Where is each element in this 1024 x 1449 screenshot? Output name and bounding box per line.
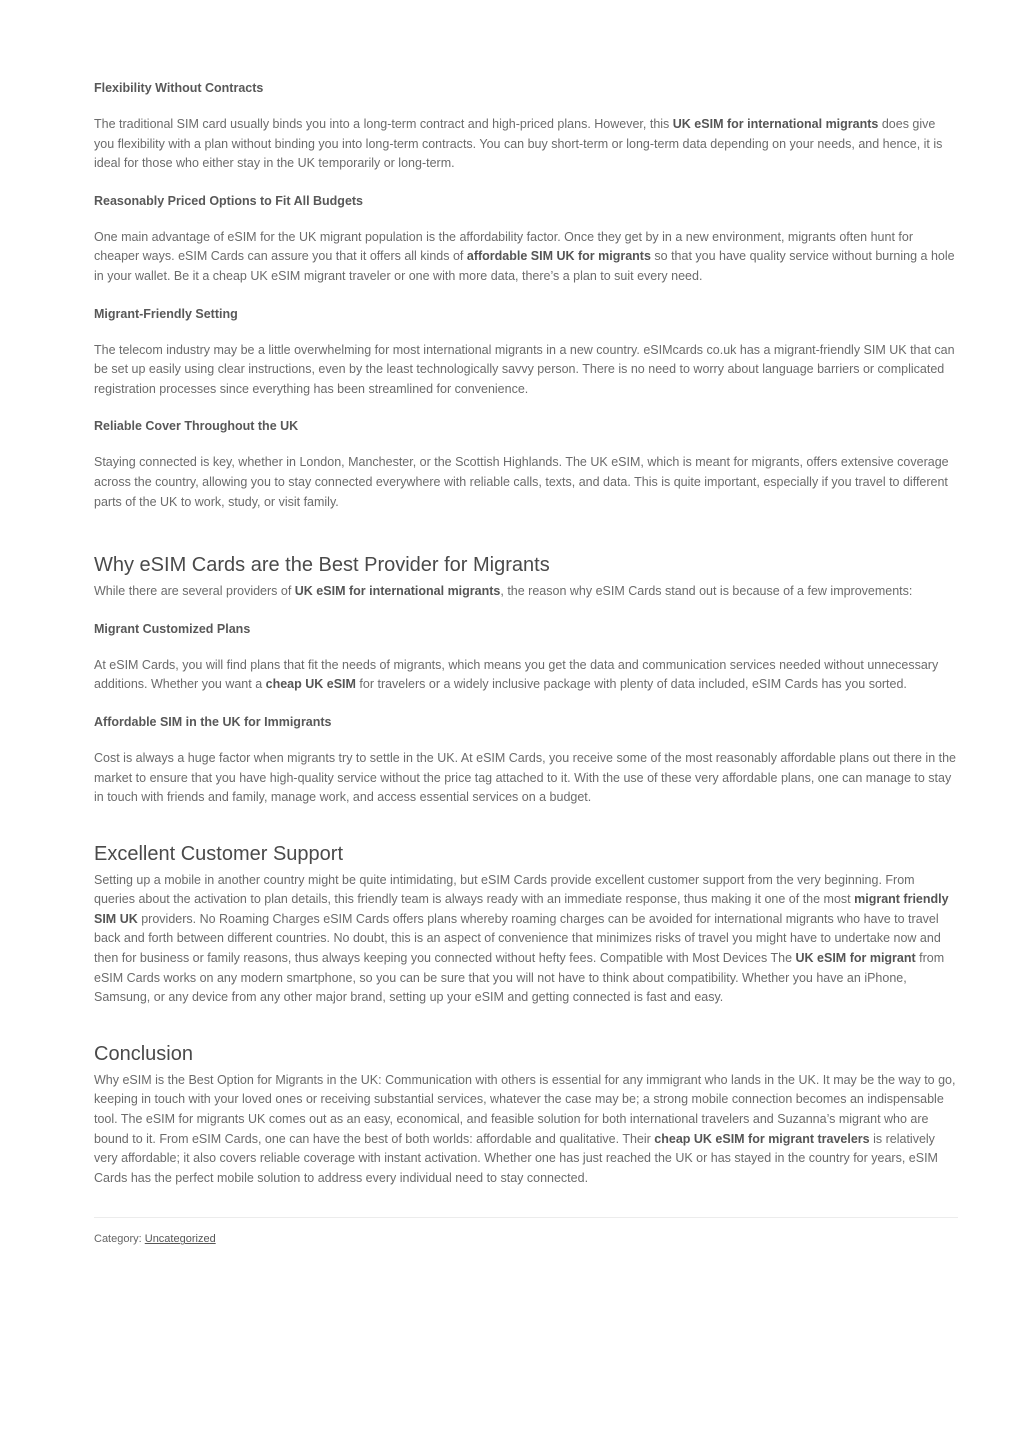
subheading-migrant-friendly: Migrant-Friendly Setting [94,306,238,321]
bold-text: UK eSIM for international migrants [672,117,879,131]
footer-divider [94,1217,958,1218]
subheading-customized-plans: Migrant Customized Plans [94,621,251,636]
text-run: providers. No Roaming Charges eSIM Cards offers plans whereby roaming charges can be avoided for international migrants who have to travel back and forth between different countries. No doubt, this is an aspect of convenience that minimizes risks of travel you might have to undertake now and then for business or family reasons, thus always keeping you connected without hefty fees. Compatible with Most Devices The [94,911,941,966]
article-body [94,0,958,1248]
text-run: Setting up a mobile in another country might be quite intimidating, but eSIM Cards provide excellent customer support from the very beginning. From queries about the activation to plan details, this friendly team is always ready with an immediate response, thus making it one of the most [94,872,915,907]
bold-text: affordable SIM UK for migrants [466,249,651,264]
category-label: Category: [94,1233,145,1246]
text-run: The traditional SIM card usually binds you into a long-term contract and high-priced plans. However, this [94,117,673,131]
text-run: for travelers or a widely inclusive package with plenty of data included, eSIM Cards has you sorted. [355,677,907,692]
bold-text: cheap UK eSIM [265,677,356,692]
paragraph-flexibility [94,115,958,174]
text-run: While there are several providers of [94,584,295,599]
paragraph-conclusion [94,1071,958,1189]
heading-conclusion: Conclusion [94,1042,193,1065]
bold-text: cheap UK eSIM for migrant travelers [654,1131,870,1146]
subheading-affordable-sim: Affordable SIM in the UK for Immigrants [94,714,332,729]
text-run: Why eSIM is the Best Option for Migrants in the UK: Communication with others is essential for any immigrant who lands in the UK. It may be the way to go, keeping in touch with your loved ones or receiving substantial services, whatever the case may be; a strong mobile connection becomes an indispensable tool. The eSIM for migrants UK comes out as an easy, economical, and feasible solution for both international travelers and Suzanna’s migrant who are bound to it. From eSIM Cards, one can have the best of both worlds: affordable and qualitative. Their [94,1072,956,1146]
text-run: from eSIM Cards works on any modern smartphone, so you can be sure that you will not have to think about compatibility. Whether you have an iPhone, Samsung, or any device from any other major brand, setting up your eSIM and getting connected is fast and easy. [94,951,945,1005]
subheading-pricing: Reasonably Priced Options to Fit All Budgets [94,193,364,208]
subheading-flexibility: Flexibility Without Contracts [94,81,264,95]
paragraph-pricing [94,228,958,287]
heading-customer-support: Excellent Customer Support [94,842,344,865]
paragraph-customized-plans [94,656,958,695]
text-run: At eSIM Cards, you will find plans that fit the needs of migrants, which means you get the data and communication services needed without unnecessary additions. Whether you want a [94,657,939,692]
subheading-coverage: Reliable Cover Throughout the UK [94,419,299,434]
paragraph-customer-support [94,871,958,1008]
text-run: is relatively very affordable; it also covers reliable coverage with instant activation. Whether one has just reached the UK or has stayed in the country for years, eSIM Cards has the perfect mobile solution to address every individual need to stay connected. [94,1131,938,1185]
category-link-uncategorized[interactable]: Uncategorized [144,1233,216,1246]
paragraph-why-intro [94,582,958,602]
text-run: One main advantage of eSIM for the UK migrant population is the affordability factor. Once they get by in a new environment, migrants often hunt for cheaper ways. eSIM Cards can assure you that it offers all kinds of [94,229,913,264]
paragraph-coverage: Staying connected is key, whether in London, Manchester, or the Scottish Highlands. The UK eSIM, which is meant for migrants, offers extensive coverage across the country, allowing you to stay connected everywhere with reliable calls, texts, and data. This is quite important, especially if you travel to different parts of the UK to work, study, or visit family. [94,455,949,509]
paragraph-affordable-sim: Cost is always a huge factor when migrants try to settle in the UK. At eSIM Cards, you receive some of the most reasonably affordable plans out there in the market to ensure that you have high-quality service without the price tag attached to it. With the use of these very affordable plans, one can manage to stay in touch with friends and family, manage work, and access essential services on a budget. [94,750,957,805]
bold-text: UK eSIM for migrant [795,951,916,966]
bold-text: UK eSIM for international migrants [294,584,501,599]
text-run: , the reason why eSIM Cards stand out is because of a few improvements: [500,584,913,599]
post-category [94,1230,958,1248]
paragraph-migrant-friendly: The telecom industry may be a little overwhelming for most international migrants in a new country. eSIMcards co.uk has a migrant-friendly SIM UK that can be set up easily using clear instructions, even by the least technologically savvy person. There is no need to worry about language barriers or complicated registration processes since everything has been streamlined for convenience. [94,342,955,396]
text-run: does give you flexibility with a plan without binding you into long-term contracts. You can buy short-term or long-term data depending on your needs, and hence, it is ideal for those who either stay in the UK temporarily or long-term. [94,117,943,171]
heading-why-esim-cards: Why eSIM Cards are the Best Provider for Migrants [94,554,550,577]
bold-text: migrant friendly SIM UK [94,892,949,926]
text-run: so that you have quality service without burning a hole in your wallet. Be it a cheap UK eSIM migrant traveler or one with more data, there’s a plan to suit every need. [94,249,955,283]
